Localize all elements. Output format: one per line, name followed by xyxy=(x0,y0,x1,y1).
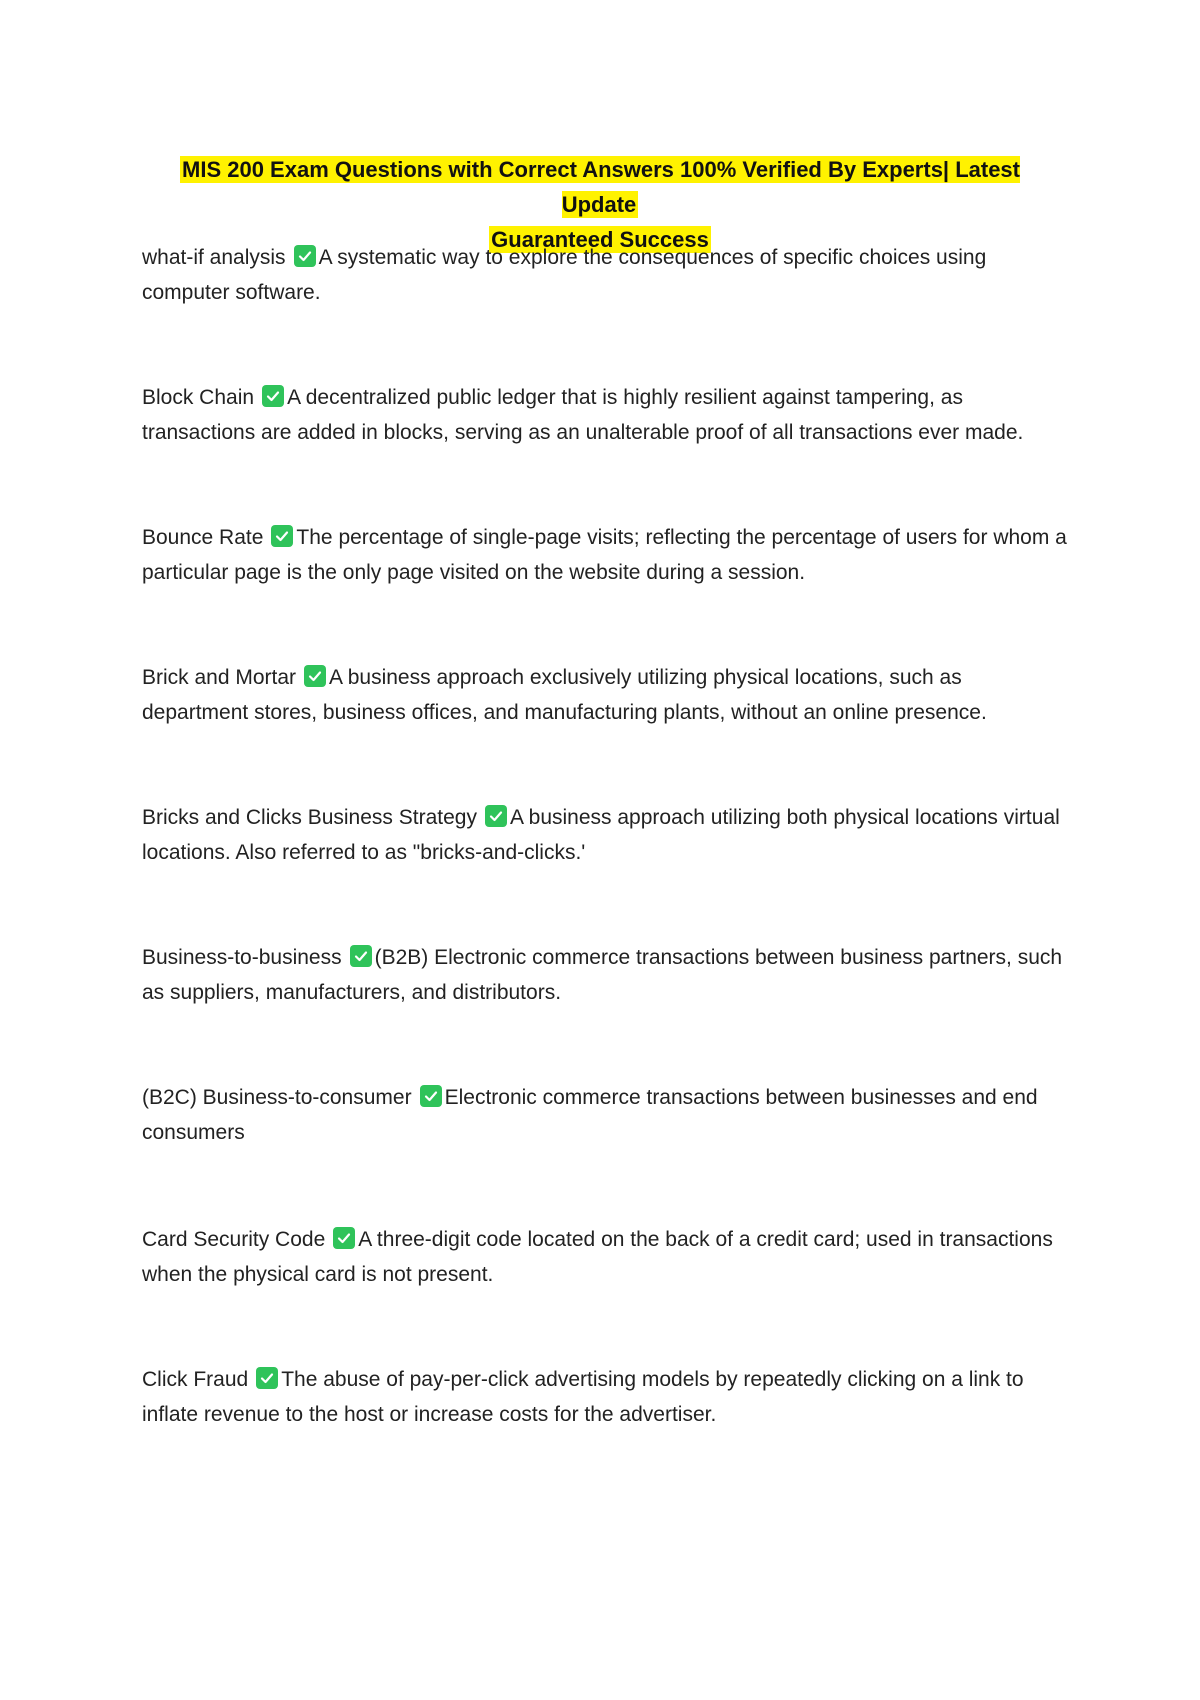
term-definition: (B2B) Electronic commerce transactions between business partners, such as suppliers, manufacturers, and distributors. xyxy=(142,946,1063,1004)
term-definition: A three-digit code located on the back of a credit card; used in transactions when the physical card is not present. xyxy=(142,1228,1053,1286)
term-entry xyxy=(142,1080,1072,1150)
check-box-icon xyxy=(294,245,316,267)
term-definition: A business approach utilizing both physical locations virtual locations. Also referred to as "bricks-and-clicks.' xyxy=(142,806,1060,864)
check-box-icon xyxy=(350,945,372,967)
check-box-icon xyxy=(256,1367,278,1389)
check-box-icon xyxy=(304,665,326,687)
term-label: Bounce Rate xyxy=(142,526,264,549)
check-box-icon xyxy=(485,805,507,827)
term-entry xyxy=(142,520,1072,590)
check-box-icon xyxy=(333,1227,355,1249)
title-line-2: Guaranteed Success xyxy=(491,227,709,252)
term-entry xyxy=(142,1222,1072,1292)
term-entry xyxy=(142,800,1072,870)
term-entry xyxy=(142,660,1072,730)
term-definition: The abuse of pay-per-click advertising models by repeatedly clicking on a link to inflate revenue to the host or increase costs for the advertiser. xyxy=(142,1368,1024,1426)
term-entry xyxy=(142,380,1072,450)
term-definition: A decentralized public ledger that is highly resilient against tampering, as transactions are added in blocks, serving as an unalterable proof of all transactions ever made. xyxy=(142,386,1024,444)
term-label: Business-to-business xyxy=(142,946,342,969)
term-entry xyxy=(142,940,1072,1010)
term-definition: A systematic way to explore the consequences of specific choices using computer software. xyxy=(142,246,987,304)
term-definition: Electronic commerce transactions between businesses and end consumers xyxy=(142,1086,1038,1144)
term-label: (B2C) Business-to-consumer xyxy=(142,1086,412,1109)
check-box-icon xyxy=(262,385,284,407)
term-definition: A business approach exclusively utilizing physical locations, such as department stores, business offices, and manufacturing plants, without an online presence. xyxy=(142,666,987,724)
check-box-icon xyxy=(420,1085,442,1107)
term-definition: The percentage of single-page visits; reflecting the percentage of users for whom a particular page is the only page visited on the website during a session. xyxy=(142,526,1067,584)
term-label: Card Security Code xyxy=(142,1228,326,1251)
check-box-icon xyxy=(271,525,293,547)
term-entry xyxy=(142,240,1072,310)
term-label: Bricks and Clicks Business Strategy xyxy=(142,806,477,829)
term-label: Block Chain xyxy=(142,386,255,409)
term-entry xyxy=(142,1362,1072,1432)
title-line-1: MIS 200 Exam Questions with Correct Answers 100% Verified By Experts| Latest Update xyxy=(182,157,1020,217)
term-label: what-if analysis xyxy=(142,246,286,269)
term-label: Brick and Mortar xyxy=(142,666,297,689)
term-label: Click Fraud xyxy=(142,1368,249,1391)
